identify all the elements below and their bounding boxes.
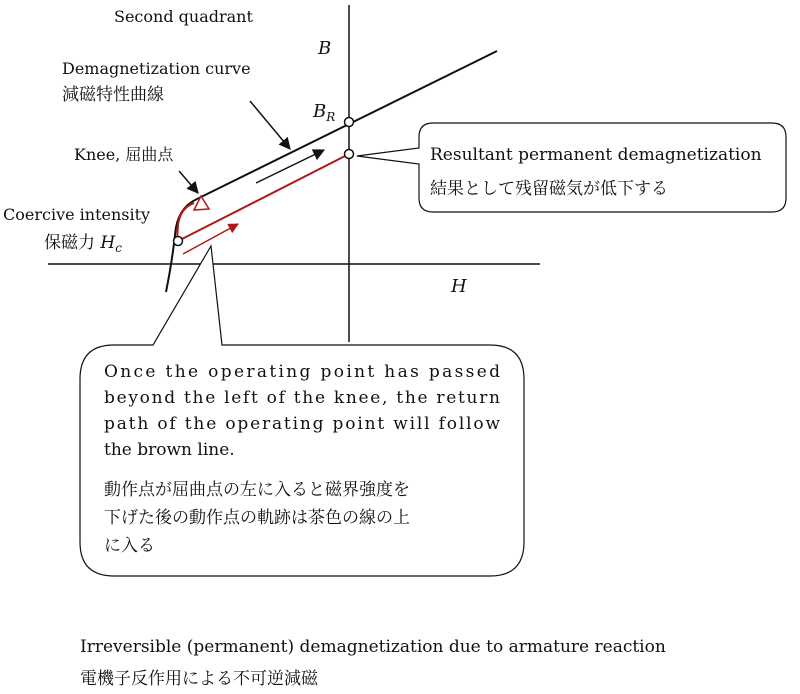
note-jp-line-3: に入る <box>104 536 155 556</box>
coercive-symbol: H <box>100 233 116 253</box>
knee-pointer-arrow <box>179 171 198 193</box>
b-axis-label: B <box>318 38 332 59</box>
h-axis-label: H <box>451 276 467 297</box>
caption-en: Irreversible (permanent) demagnetization due to armature reaction <box>80 637 666 657</box>
brown-knee-curve <box>177 203 194 241</box>
coercive-label-jp-text: 保磁力 <box>44 233 101 253</box>
note-line-4: the brown line. <box>104 440 235 460</box>
br-label <box>312 101 335 124</box>
curve-label-jp: 減磁特性曲線 <box>62 85 164 105</box>
coercive-point <box>174 237 183 246</box>
note-line-1: Once the operating point has passed <box>104 362 500 382</box>
quadrant-label: Second quadrant <box>114 7 253 26</box>
curve-label-en: Demagnetization curve <box>62 59 251 78</box>
br-point <box>345 118 354 127</box>
coercive-label-jp <box>44 233 122 255</box>
curve-pointer-arrow <box>250 101 290 149</box>
note-jp-line-1: 動作点が屈曲点の左に入ると磁界強度を <box>104 480 410 500</box>
coercive-label-en: Coercive intensity <box>3 205 151 224</box>
br-label-main: B <box>313 101 327 122</box>
resultant-label-en: Resultant permanent demagnetization <box>430 145 762 165</box>
resultant-point <box>345 150 354 159</box>
knee-label: Knee, 屈曲点 <box>74 145 174 164</box>
note-jp-line-2: 下げた後の動作点の軌跡は茶色の線の上 <box>104 508 410 528</box>
forward-arrow <box>256 150 324 183</box>
br-label-sub: R <box>326 110 336 124</box>
note-line-3: path of the operating point will follow <box>104 414 500 434</box>
knee-triangle-marker <box>194 196 209 210</box>
caption-jp: 電機子反作用による不可逆減磁 <box>80 669 318 689</box>
coercive-symbol-sub: c <box>115 241 122 255</box>
resultant-label-jp: 結果として残留磁気が低下する <box>430 179 668 199</box>
note-line-2: beyond the left of the knee, the return <box>104 388 500 408</box>
